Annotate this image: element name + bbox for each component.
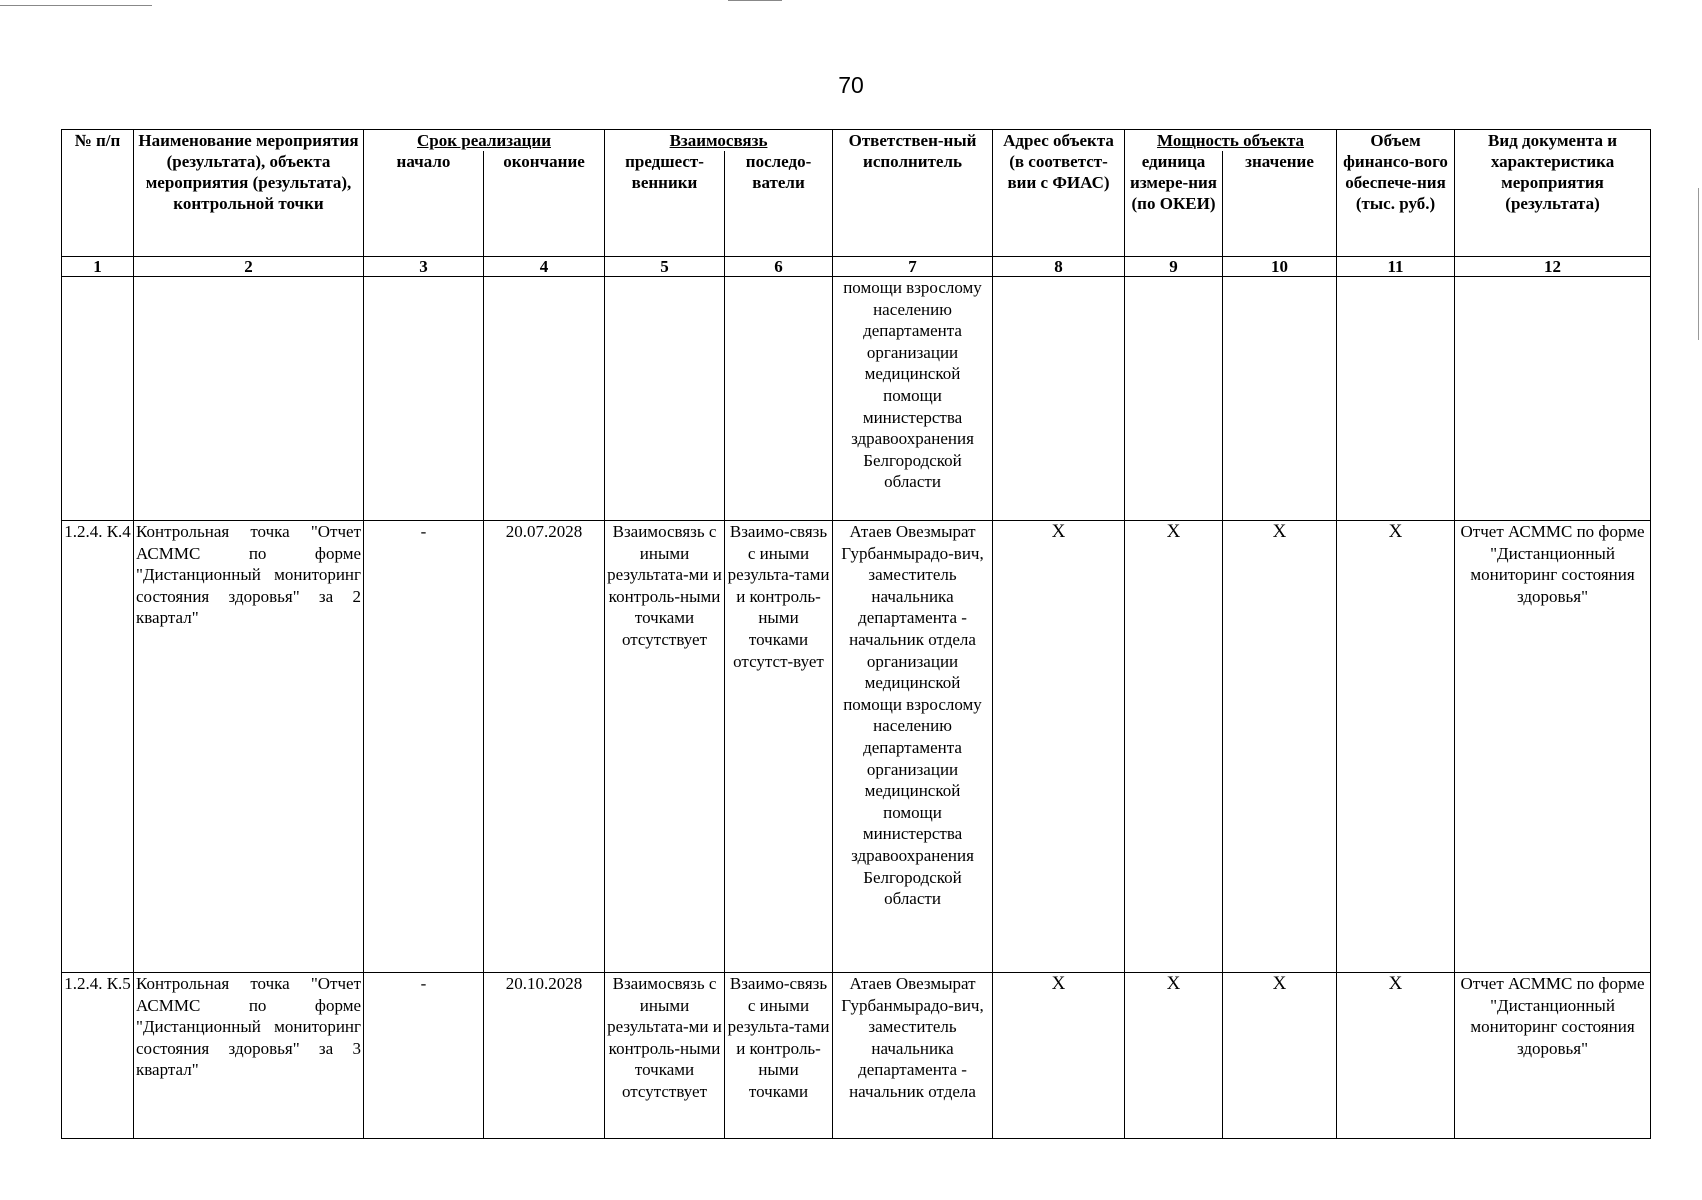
header-value: значение — [1223, 151, 1337, 257]
row-end — [484, 277, 605, 521]
row-value — [1223, 277, 1337, 521]
header-power-group: Мощность объекта — [1125, 130, 1337, 152]
table-row — [62, 277, 1651, 521]
row-value: X — [1223, 521, 1337, 973]
row-address — [993, 277, 1125, 521]
row-value: X — [1223, 973, 1337, 1139]
header-end: окончание — [484, 151, 605, 257]
row-responsible-text: Атаев Овезмырат Гурбанмырадо-вич, заместитель начальника департамента - начальник отдела — [841, 974, 984, 1101]
row-end: 20.07.2028 — [484, 521, 605, 973]
row-responsible: помощи взрослому населению департамента организации медицинской помощи министерства здравоохранения Белгородской области — [833, 277, 993, 521]
column-number: 7 — [833, 257, 993, 277]
row-address: X — [993, 521, 1125, 973]
scan-artifact-center — [728, 0, 782, 1]
header-finance: Объем финансо-вого обеспече-ния (тыс. руб.) — [1337, 130, 1455, 257]
column-number: 6 — [725, 257, 833, 277]
column-number: 11 — [1337, 257, 1455, 277]
page-number: 70 — [838, 72, 864, 98]
row-start: - — [364, 521, 484, 973]
column-number: 12 — [1455, 257, 1651, 277]
header-predecessors: предшест-венники — [605, 151, 725, 257]
column-number: 4 — [484, 257, 605, 277]
row-start: - — [364, 973, 484, 1139]
header-start: начало — [364, 151, 484, 257]
row-name: Контрольная точка "Отчет АСММС по форме "Дистанционный мониторинг состояния здоровья" за 2 квартал" — [134, 521, 364, 973]
header-unit: единица измере-ния (по ОКЕИ) — [1125, 151, 1223, 257]
column-number: 3 — [364, 257, 484, 277]
row-predecessors — [605, 973, 725, 1139]
row-unit: X — [1125, 521, 1223, 973]
scan-artifact-right — [1698, 188, 1702, 340]
row-responsible — [833, 973, 993, 1139]
row-finance: X — [1337, 521, 1455, 973]
row-start — [364, 277, 484, 521]
table-row — [62, 521, 1651, 973]
column-number: 5 — [605, 257, 725, 277]
column-number: 9 — [1125, 257, 1223, 277]
row-finance — [1337, 277, 1455, 521]
row-number: 1.2.4. К.5 — [62, 973, 134, 1139]
column-number-row — [62, 257, 1651, 277]
row-responsible: Атаев Овезмырат Гурбанмырадо-вич, заместитель начальника департамента - начальник отдела организации медицинской помощи взрослому населению департамента организации медицинской помощи министерства здравоохранения Белгородской области — [833, 521, 993, 973]
header-link-group: Взаимосвязь — [605, 130, 833, 152]
header-doc: Вид документа и характеристика мероприятия (результата) — [1455, 130, 1651, 257]
row-successors-text: Взаимо-связь с иными результа-тами и контроль-ными точками — [727, 974, 830, 1101]
row-unit — [1125, 277, 1223, 521]
row-address: X — [993, 973, 1125, 1139]
row-document — [1455, 277, 1651, 521]
row-successors — [725, 277, 833, 521]
table-row — [62, 973, 1651, 1139]
column-number: 2 — [134, 257, 364, 277]
header-name: Наименование мероприятия (результата), объекта мероприятия (результата), контрольной точки — [134, 130, 364, 257]
column-number: 10 — [1223, 257, 1337, 277]
column-number: 8 — [993, 257, 1125, 277]
header-term-group: Срок реализации — [364, 130, 605, 152]
header-address: Адрес объекта (в соответст-вии с ФИАС) — [993, 130, 1125, 257]
row-end: 20.10.2028 — [484, 973, 605, 1139]
row-successors — [725, 973, 833, 1139]
row-document: Отчет АСММС по форме "Дистанционный мониторинг состояния здоровья" — [1455, 973, 1651, 1139]
row-predecessors-text: Взаимосвязь с иными результата-ми и контроль-ными точками отсутствует — [607, 974, 722, 1101]
row-number — [62, 277, 134, 521]
header-successors: последо-ватели — [725, 151, 833, 257]
row-predecessors — [605, 277, 725, 521]
header-row-1 — [62, 130, 1651, 152]
row-predecessors: Взаимосвязь с иными результата-ми и контроль-ными точками отсутствует — [605, 521, 725, 973]
row-name — [134, 277, 364, 521]
column-number: 1 — [62, 257, 134, 277]
row-unit: X — [1125, 973, 1223, 1139]
row-successors: Взаимо-связь с иными результа-тами и контроль-ными точками отсутст-вует — [725, 521, 833, 973]
row-document: Отчет АСММС по форме "Дистанционный мониторинг состояния здоровья" — [1455, 521, 1651, 973]
header-responsible: Ответствен-ный исполнитель — [833, 130, 993, 257]
row-finance: X — [1337, 973, 1455, 1139]
row-number: 1.2.4. К.4 — [62, 521, 134, 973]
row-name: Контрольная точка "Отчет АСММС по форме "Дистанционный мониторинг состояния здоровья" за 3 квартал" — [134, 973, 364, 1139]
header-num: № п/п — [62, 130, 134, 257]
scan-artifact-left — [0, 5, 152, 6]
plan-table — [61, 129, 1651, 1139]
